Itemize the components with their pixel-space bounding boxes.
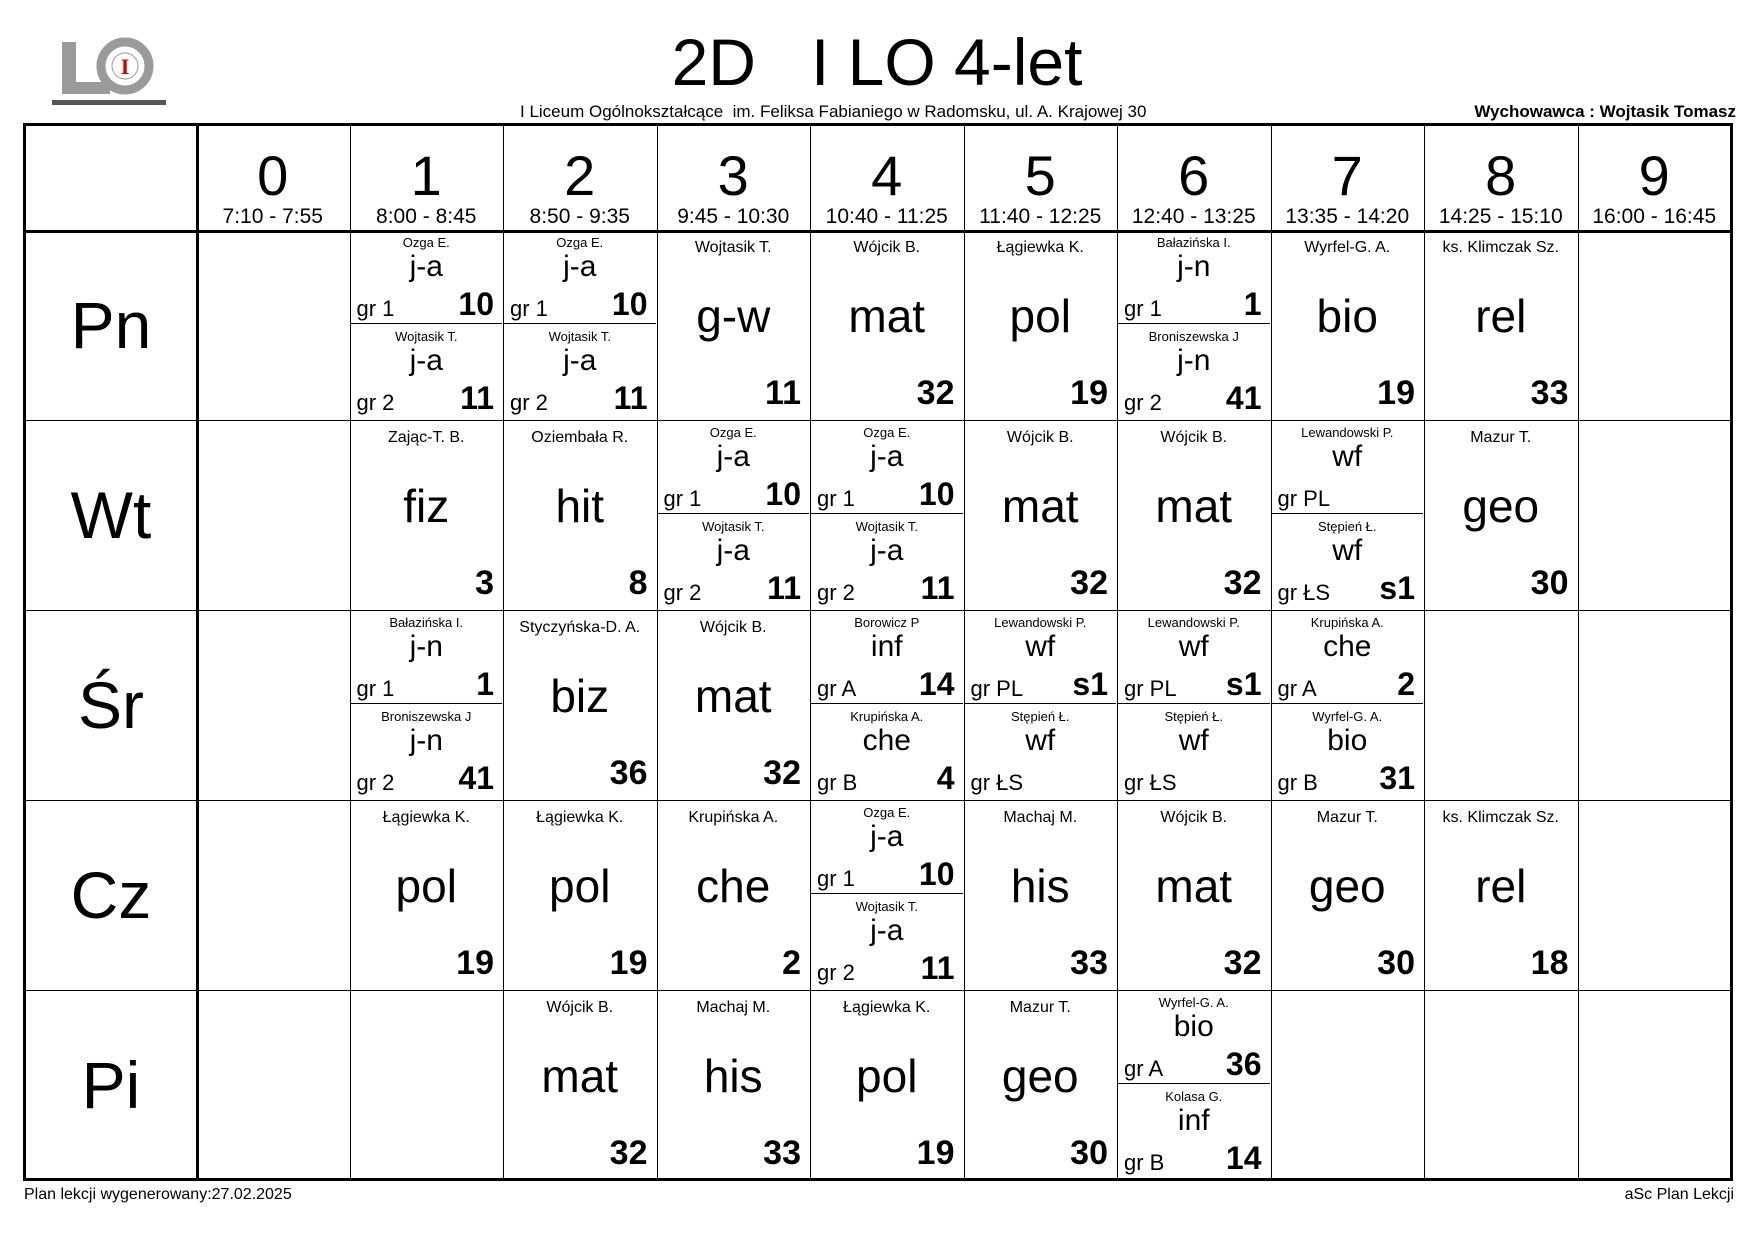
- lesson-cell[interactable]: [1118, 801, 1270, 989]
- group-divider: [1118, 703, 1270, 704]
- lesson-cell[interactable]: [351, 231, 503, 419]
- lesson-cell[interactable]: [504, 231, 656, 419]
- room-number: 41: [1225, 380, 1262, 416]
- teacher-name: Wyrfel-G. A.: [1312, 709, 1383, 724]
- lesson-cell[interactable]: [965, 611, 1117, 799]
- teacher-name: Bałazińska I.: [389, 615, 464, 630]
- room-number: 32: [609, 1134, 648, 1172]
- room-number: 11: [767, 570, 801, 606]
- subject-name: j-a: [870, 534, 904, 567]
- day-label: Śr: [78, 668, 144, 742]
- group-lesson[interactable]: [811, 801, 963, 895]
- group-lesson[interactable]: [1118, 705, 1270, 799]
- room-number: 36: [609, 754, 648, 792]
- group-lesson[interactable]: [351, 325, 503, 419]
- lesson-cell[interactable]: [965, 231, 1117, 419]
- lesson-cell[interactable]: [965, 421, 1117, 609]
- group-label: gr 2: [356, 390, 395, 415]
- subject-name: his: [703, 1050, 763, 1102]
- lesson-cell[interactable]: [1272, 801, 1424, 989]
- lesson-cell[interactable]: [1272, 421, 1424, 609]
- period-time: 12:40 - 13:25: [1131, 205, 1256, 228]
- subject-name: j-a: [563, 344, 597, 377]
- room-number: 30: [1530, 564, 1569, 602]
- lesson-cell[interactable]: [658, 421, 810, 609]
- group-label: gr 2: [817, 580, 855, 605]
- group-lesson[interactable]: [1118, 991, 1270, 1085]
- room-number: 10: [458, 286, 494, 322]
- period-number: 9: [1638, 144, 1670, 207]
- teacher-name: Krupińska A.: [850, 709, 924, 724]
- room-number: 19: [456, 944, 494, 982]
- group-label: gr 1: [817, 486, 855, 511]
- room-number: 10: [765, 476, 801, 512]
- subject-name: j-n: [1177, 250, 1211, 283]
- page-title: 2D I LO 4-let: [671, 25, 1083, 99]
- subject-name: bio: [1173, 1010, 1214, 1043]
- room-number: 11: [920, 950, 955, 986]
- group-label: gr ŁS: [1124, 770, 1177, 795]
- subject-name: che: [862, 724, 911, 757]
- room-number: 32: [1223, 944, 1262, 982]
- teacher-name: Mazur T.: [1316, 809, 1378, 826]
- group-label: gr ŁS: [1277, 580, 1331, 605]
- group-label: gr 2: [1124, 390, 1162, 415]
- lesson-cell[interactable]: [1118, 421, 1270, 609]
- teacher-name: Wójcik B.: [1006, 429, 1074, 446]
- room-number: 41: [458, 760, 494, 796]
- teacher-name: Kolasa G.: [1165, 1089, 1223, 1104]
- room-number: 32: [916, 374, 955, 412]
- subject-name: geo: [1462, 480, 1540, 532]
- teacher-name: Stępień Ł.: [1010, 709, 1070, 724]
- subject-name: wf: [1332, 440, 1363, 473]
- subject-name: bio: [1327, 724, 1368, 757]
- teacher-name: Lewandowski P.: [1301, 425, 1394, 440]
- period-header: [1271, 126, 1425, 230]
- period-time: 8:00 - 8:45: [376, 205, 477, 228]
- teacher-name: Wojtasik T.: [702, 519, 765, 534]
- teacher-name: Wojtasik T.: [855, 519, 918, 534]
- software-name: aSc Plan Lekcji: [1624, 1186, 1734, 1203]
- room-number: 30: [1377, 944, 1415, 982]
- group-lesson[interactable]: [1272, 705, 1424, 799]
- room-number: 1: [1243, 286, 1262, 322]
- teacher-name: Wójcik B.: [1160, 429, 1228, 446]
- teacher-name: Zając-T. B.: [388, 429, 465, 446]
- subject-name: mat: [1155, 480, 1233, 532]
- group-divider: [504, 323, 656, 324]
- teacher-name: Łągiewka K.: [536, 809, 624, 826]
- group-label: gr ŁS: [970, 770, 1024, 795]
- room-number: 10: [918, 476, 955, 512]
- column-divider: [196, 126, 199, 1178]
- group-divider: [811, 703, 963, 704]
- subject-name: mat: [541, 1050, 619, 1102]
- room-number: 32: [763, 754, 801, 792]
- teacher-name: ks. Klimczak Sz.: [1442, 239, 1559, 256]
- subject-name: j-n: [409, 630, 443, 663]
- teacher-name: Broniszewska J: [1148, 329, 1239, 344]
- lesson-cell[interactable]: [811, 231, 963, 419]
- period-header: [810, 126, 964, 230]
- room-number: 3: [475, 564, 494, 602]
- room-number: 11: [613, 380, 648, 416]
- group-lesson[interactable]: [811, 421, 963, 515]
- group-label: gr 1: [817, 866, 855, 891]
- timetable-grid: [23, 123, 1733, 1181]
- group-divider: [351, 323, 503, 324]
- room-number: 10: [611, 286, 648, 322]
- subject-name: wf: [1178, 630, 1209, 663]
- group-label: gr A: [1277, 676, 1317, 701]
- subject-name: j-a: [409, 250, 443, 283]
- teacher-name: Wojtasik T.: [694, 239, 772, 256]
- lesson-cell[interactable]: [811, 421, 963, 609]
- group-label: gr PL: [970, 676, 1024, 701]
- teacher-name: Stępień Ł.: [1317, 519, 1377, 534]
- group-lesson[interactable]: [1118, 611, 1270, 705]
- group-lesson[interactable]: [504, 325, 656, 419]
- subject-name: che: [696, 860, 771, 912]
- group-label: gr 2: [817, 960, 855, 985]
- group-lesson[interactable]: [351, 705, 503, 799]
- subject-name: geo: [1308, 860, 1386, 912]
- group-lesson[interactable]: [1118, 325, 1270, 419]
- teacher-name: Krupińska A.: [1310, 615, 1384, 630]
- period-number: 2: [564, 144, 596, 207]
- teacher-name: Ozga E.: [863, 425, 911, 440]
- group-divider: [1272, 703, 1424, 704]
- subject-name: g-w: [696, 290, 771, 342]
- subject-name: j-n: [1177, 344, 1211, 377]
- teacher-name: Machaj M.: [1003, 809, 1078, 826]
- subject-name: pol: [1009, 290, 1071, 342]
- room-number: 11: [920, 570, 955, 606]
- subject-name: che: [1323, 630, 1372, 663]
- room-number: 14: [918, 666, 955, 702]
- group-lesson[interactable]: [351, 231, 503, 325]
- teacher-name: Ozga E.: [863, 805, 911, 820]
- subject-name: wf: [1025, 630, 1056, 663]
- teacher-name: Wójcik B.: [853, 239, 921, 256]
- lesson-cell[interactable]: [1118, 991, 1270, 1179]
- teacher-name: Wyrfel-G. A.: [1304, 239, 1391, 256]
- room-number: 2: [782, 944, 801, 982]
- lesson-cell[interactable]: [1272, 611, 1424, 799]
- day-label: Cz: [70, 858, 152, 932]
- group-lesson[interactable]: [658, 421, 810, 515]
- group-label: gr A: [817, 676, 857, 701]
- room-number: 2: [1397, 666, 1415, 702]
- group-lesson[interactable]: [504, 231, 656, 325]
- teacher-name: Borowicz P: [854, 615, 920, 630]
- group-divider: [1272, 513, 1424, 514]
- period-number: 0: [257, 144, 289, 207]
- teacher-name: Krupińska A.: [688, 809, 779, 826]
- group-divider: [811, 513, 963, 514]
- group-lesson[interactable]: [811, 705, 963, 799]
- room-number: s1: [1225, 666, 1262, 702]
- room-number: 32: [1070, 564, 1108, 602]
- teacher-name: Wojtasik T.: [855, 899, 918, 914]
- group-divider: [811, 893, 963, 894]
- subject-name: geo: [1001, 1050, 1079, 1102]
- lesson-cell[interactable]: [504, 611, 656, 799]
- subject-name: wf: [1178, 724, 1209, 757]
- teacher-name: ks. Klimczak Sz.: [1442, 809, 1559, 826]
- lesson-cell[interactable]: [811, 801, 963, 989]
- day-label: Pn: [70, 288, 152, 362]
- teacher-name: Wyrfel-G. A.: [1158, 995, 1229, 1010]
- group-label: gr 2: [663, 580, 702, 605]
- period-time: 9:45 - 10:30: [677, 205, 790, 228]
- teacher-name: Ozga E.: [402, 235, 450, 250]
- lesson-cell[interactable]: [351, 611, 503, 799]
- subject-name: bio: [1316, 290, 1378, 342]
- room-number: 36: [1225, 1046, 1262, 1082]
- lesson-cell[interactable]: [1425, 421, 1577, 609]
- group-label: gr 1: [663, 486, 702, 511]
- subject-name: j-a: [563, 250, 597, 283]
- teacher-name: Ozga E.: [556, 235, 604, 250]
- group-lesson[interactable]: [351, 611, 503, 705]
- group-label: gr 2: [510, 390, 548, 415]
- room-number: 11: [765, 374, 801, 412]
- subject-name: pol: [856, 1050, 918, 1102]
- period-time: 16:00 - 16:45: [1592, 205, 1717, 228]
- group-divider: [965, 703, 1117, 704]
- lesson-cell[interactable]: [965, 991, 1117, 1179]
- teacher-name: Mazur T.: [1009, 999, 1071, 1016]
- subject-name: wf: [1025, 724, 1056, 757]
- room-number: 19: [1070, 374, 1108, 412]
- group-label: gr 2: [356, 770, 395, 795]
- room-number: 1: [476, 666, 494, 702]
- subject-name: inf: [1177, 1104, 1210, 1137]
- period-number: 8: [1485, 144, 1517, 207]
- room-number: 33: [1530, 374, 1569, 412]
- group-lesson[interactable]: [658, 515, 810, 609]
- teacher-name: Oziembała R.: [531, 429, 629, 446]
- room-number: 11: [460, 380, 494, 416]
- teacher-name: Łągiewka K.: [843, 999, 931, 1016]
- subject-name: rel: [1475, 290, 1527, 342]
- lesson-cell[interactable]: [1425, 231, 1577, 419]
- period-number: 1: [410, 144, 442, 207]
- room-number: 19: [609, 944, 648, 982]
- class-teacher: Wychowawca : Wojtasik Tomasz: [1474, 102, 1736, 121]
- group-divider: [1118, 323, 1270, 324]
- subject-name: pol: [549, 860, 611, 912]
- lesson-cell[interactable]: [351, 421, 503, 609]
- lesson-cell[interactable]: [351, 801, 503, 989]
- group-label: gr 1: [356, 676, 395, 701]
- room-number: 31: [1379, 760, 1415, 796]
- group-label: gr PL: [1124, 676, 1177, 701]
- period-header: [1578, 126, 1732, 230]
- subject-name: j-a: [716, 440, 750, 473]
- period-number: 3: [717, 144, 749, 207]
- subject-name: biz: [550, 670, 610, 722]
- lesson-cell[interactable]: [658, 991, 810, 1179]
- lesson-cell[interactable]: [811, 991, 963, 1179]
- period-number: 7: [1331, 144, 1363, 207]
- subject-name: j-a: [409, 344, 443, 377]
- group-lesson[interactable]: [965, 611, 1117, 705]
- subject-name: his: [1010, 860, 1070, 912]
- room-number: 18: [1530, 944, 1569, 982]
- day-label: Wt: [70, 478, 152, 552]
- period-header: [196, 126, 350, 230]
- lesson-cell[interactable]: [504, 991, 656, 1179]
- period-time: 8:50 - 9:35: [529, 205, 630, 228]
- group-label: gr 1: [1124, 296, 1162, 321]
- group-lesson[interactable]: [1118, 231, 1270, 325]
- subject-name: mat: [694, 670, 772, 722]
- group-label: gr B: [1124, 1150, 1165, 1175]
- subject-name: j-a: [716, 534, 750, 567]
- room-number: 4: [936, 760, 955, 796]
- group-lesson[interactable]: [1272, 421, 1424, 515]
- group-label: gr PL: [1277, 486, 1331, 511]
- group-lesson[interactable]: [965, 705, 1117, 799]
- room-number: 30: [1070, 1134, 1108, 1172]
- group-label: gr 1: [356, 296, 395, 321]
- period-header: [657, 126, 811, 230]
- group-label: gr 1: [510, 296, 548, 321]
- subject-name: mat: [1001, 480, 1079, 532]
- subject-name: pol: [395, 860, 457, 912]
- subject-name: rel: [1475, 860, 1527, 912]
- group-label: gr B: [1277, 770, 1318, 795]
- school-name: I Liceum Ogólnokształcące im. Feliksa Fabianiego w Radomsku, ul. A. Krajowej 30: [520, 102, 1147, 121]
- room-number: 33: [763, 1134, 801, 1172]
- teacher-name: Machaj M.: [696, 999, 771, 1016]
- subject-name: j-a: [870, 440, 904, 473]
- subject-name: inf: [870, 630, 903, 663]
- lesson-cell[interactable]: [1118, 611, 1270, 799]
- period-time: 14:25 - 15:10: [1438, 205, 1563, 228]
- period-time: 11:40 - 12:25: [979, 205, 1102, 228]
- room-number: 10: [918, 856, 955, 892]
- teacher-name: Stępień Ł.: [1164, 709, 1224, 724]
- group-label: gr A: [1124, 1056, 1164, 1081]
- lesson-cell[interactable]: [658, 801, 810, 989]
- room-number: 8: [628, 564, 648, 602]
- lesson-cell[interactable]: [504, 421, 656, 609]
- lesson-cell[interactable]: [1118, 231, 1270, 419]
- teacher-name: Broniszewska J: [381, 709, 472, 724]
- period-header: [1424, 126, 1578, 230]
- subject-name: mat: [1155, 860, 1233, 912]
- period-time: 13:35 - 14:20: [1285, 205, 1410, 228]
- group-label: gr B: [817, 770, 858, 795]
- period-header: [964, 126, 1118, 230]
- teacher-name: Styczyńska-D. A.: [519, 619, 641, 636]
- logo-letter: I: [120, 54, 130, 79]
- group-divider: [658, 513, 810, 514]
- period-number: 4: [871, 144, 903, 207]
- group-lesson[interactable]: [811, 515, 963, 609]
- group-lesson[interactable]: [811, 895, 963, 989]
- teacher-name: Lewandowski P.: [994, 615, 1087, 630]
- teacher-name: Bałazińska I.: [1156, 235, 1231, 250]
- room-number: s1: [1072, 666, 1108, 702]
- lesson-cell[interactable]: [1425, 801, 1577, 989]
- lesson-cell[interactable]: [658, 611, 810, 799]
- teacher-name: Wójcik B.: [1160, 809, 1228, 826]
- teacher-name: Wojtasik T.: [395, 329, 458, 344]
- teacher-name: Ozga E.: [709, 425, 757, 440]
- generated-date: Plan lekcji wygenerowany:27.02.2025: [24, 1186, 292, 1203]
- subject-name: fiz: [403, 480, 450, 532]
- room-number: 19: [916, 1134, 955, 1172]
- subject-name: wf: [1332, 534, 1363, 567]
- subject-name: mat: [848, 290, 926, 342]
- group-divider: [1118, 1083, 1270, 1084]
- period-time: 10:40 - 11:25: [825, 205, 948, 228]
- period-header: [503, 126, 657, 230]
- room-number: 32: [1223, 564, 1262, 602]
- teacher-name: Łągiewka K.: [382, 809, 470, 826]
- period-header: [1117, 126, 1271, 230]
- subject-name: j-n: [409, 724, 443, 757]
- teacher-name: Wójcik B.: [699, 619, 767, 636]
- room-number: 19: [1377, 374, 1415, 412]
- group-lesson[interactable]: [1118, 1085, 1270, 1179]
- period-header: [350, 126, 504, 230]
- teacher-name: Wojtasik T.: [548, 329, 611, 344]
- room-number: 33: [1070, 944, 1108, 982]
- lesson-cell[interactable]: [811, 611, 963, 799]
- group-lesson[interactable]: [1272, 611, 1424, 705]
- subject-name: j-a: [870, 820, 904, 853]
- day-label: Pi: [81, 1048, 141, 1122]
- room-number: s1: [1379, 570, 1415, 606]
- period-number: 5: [1024, 144, 1056, 207]
- lesson-cell[interactable]: [504, 801, 656, 989]
- group-lesson[interactable]: [811, 611, 963, 705]
- column-divider: [1578, 126, 1579, 1178]
- subject-name: hit: [555, 480, 605, 532]
- lesson-cell[interactable]: [1272, 231, 1424, 419]
- teacher-name: Lewandowski P.: [1147, 615, 1240, 630]
- lesson-cell[interactable]: [658, 231, 810, 419]
- room-number: 14: [1225, 1140, 1262, 1176]
- teacher-name: Łągiewka K.: [996, 239, 1084, 256]
- group-lesson[interactable]: [1272, 515, 1424, 609]
- lesson-cell[interactable]: [965, 801, 1117, 989]
- period-time: 7:10 - 7:55: [222, 205, 323, 228]
- teacher-name: Mazur T.: [1470, 429, 1532, 446]
- subject-name: j-a: [870, 914, 904, 947]
- period-number: 6: [1178, 144, 1210, 207]
- group-divider: [351, 703, 503, 704]
- teacher-name: Wójcik B.: [546, 999, 614, 1016]
